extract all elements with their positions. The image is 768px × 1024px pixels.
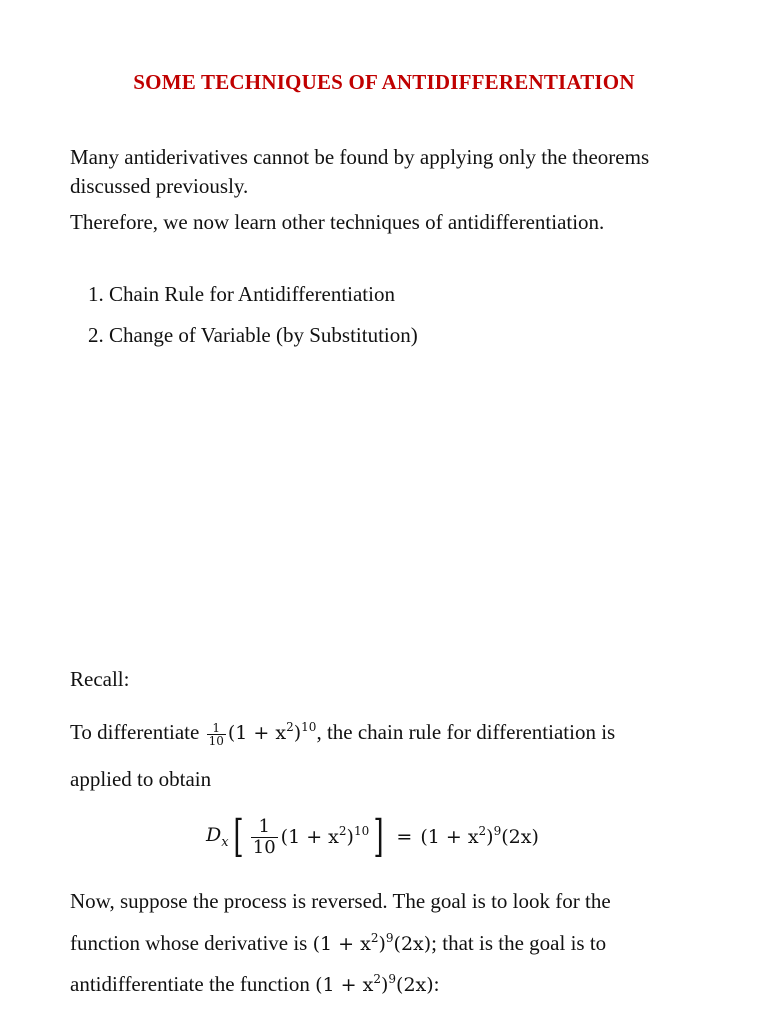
applied-line: applied to obtain xyxy=(70,767,212,791)
math-expr: (1 + x xyxy=(280,826,339,848)
math-factor: (2x) xyxy=(393,933,432,955)
math-close: ) xyxy=(378,933,386,955)
lhs-expr xyxy=(281,826,370,848)
reverse-paragraph-line-2 xyxy=(70,929,606,959)
fraction xyxy=(207,722,226,747)
math-expr: (1 + x xyxy=(315,974,374,996)
left-bracket: [ xyxy=(233,811,244,862)
math-exponent: 2 xyxy=(373,972,381,986)
intro-paragraph: Many antiderivatives cannot be found by applying only the theorems discussed previously. xyxy=(70,145,650,198)
techniques-list xyxy=(88,282,418,364)
math-exponent: 9 xyxy=(493,824,502,838)
fraction-numerator: 1 xyxy=(207,722,226,735)
math-expr: (1 + x xyxy=(420,826,479,848)
inline-math xyxy=(313,933,432,955)
right-bracket: ] xyxy=(373,811,384,862)
math-exponent: 2 xyxy=(286,720,294,734)
math-close: ) xyxy=(486,826,494,848)
math-exponent: 9 xyxy=(388,972,397,986)
inline-math xyxy=(315,974,434,996)
math-close: ) xyxy=(380,974,389,996)
operator-letter: D xyxy=(206,824,222,846)
math-close: ) xyxy=(293,722,302,744)
math-expr: (1 + x xyxy=(227,722,287,744)
reverse-paragraph-line-3 xyxy=(70,970,440,1000)
recall-label: Recall: xyxy=(70,667,130,691)
text-span: : xyxy=(433,972,440,996)
equals-sign: = xyxy=(396,826,413,848)
math-exponent: 2 xyxy=(370,931,379,945)
fraction-denominator: 10 xyxy=(252,836,276,858)
math-exponent: 10 xyxy=(301,720,317,734)
display-equation xyxy=(206,811,539,862)
differentiate-suffix: , the chain rule for differentiation is xyxy=(316,720,616,744)
differentiate-sentence xyxy=(70,718,615,748)
math-close: ) xyxy=(346,826,354,848)
fraction xyxy=(251,817,278,858)
page-title: SOME TECHNIQUES OF ANTIDIFFERENTIATION xyxy=(133,70,635,94)
differentiate-prefix: To differentiate xyxy=(70,720,205,744)
reverse-paragraph-line-1: Now, suppose the process is reversed. The goal is to look for the xyxy=(70,889,611,913)
math-exponent: 9 xyxy=(385,931,394,945)
math-expr: (1 + x xyxy=(312,933,371,955)
intro-paragraph-2: Therefore, we now learn other techniques of antidifferentiation. xyxy=(70,210,605,234)
math-exponent: 10 xyxy=(353,824,370,838)
text-span: ; that is the goal is to xyxy=(431,931,607,955)
list-item: 2. Change of Variable (by Substitution) xyxy=(88,323,418,347)
math-exponent: 2 xyxy=(478,824,487,838)
operator-subscript: x xyxy=(221,835,229,850)
fraction-denominator: 10 xyxy=(208,733,224,748)
math-exponent: 2 xyxy=(338,824,347,838)
rhs-expr xyxy=(420,826,539,848)
inline-math xyxy=(228,722,317,744)
fraction-numerator: 1 xyxy=(251,817,278,838)
math-factor: (2x) xyxy=(501,826,539,848)
list-item: 1. Chain Rule for Antidifferentiation xyxy=(88,282,395,306)
math-factor: (2x) xyxy=(396,974,434,996)
text-span: antidifferentiate the function xyxy=(70,972,316,996)
derivative-operator xyxy=(206,824,229,850)
text-span: function whose derivative is xyxy=(70,931,313,955)
